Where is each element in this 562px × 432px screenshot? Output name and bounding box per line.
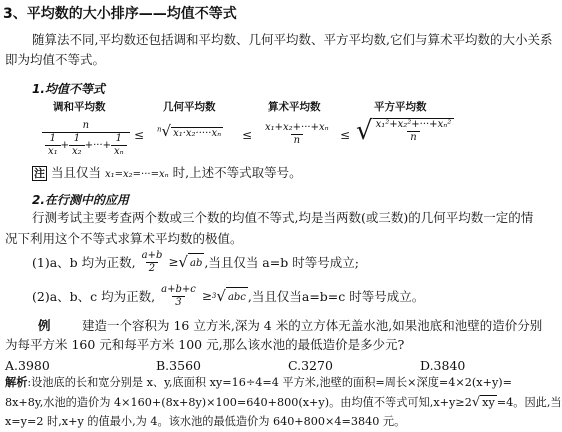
- page-title: 3、平均数的大小排序——均值不等式: [3, 6, 237, 22]
- example-line-2: 为每平方米 160 元和每平方米 100 元,那么该水池的最低造价是多少元?: [5, 337, 405, 352]
- inequality-item-2: (2)a、b、c 均为正数, $\frac{a+b+c}{3}$ ≥ 3 √ abc ,当且仅当a=b=c 时等号成立。: [32, 284, 425, 308]
- note-line: 注 当且仅当 x₁=x₂=···=xₙ 时,上述不等式取等号。: [34, 165, 302, 180]
- inequality-item-1: (1)a、b 均为正数, $\frac{a+b}{2}$ ≥ √ ab ,当且仅当 a=b 时等号成立;: [32, 250, 359, 274]
- leq-sign-2: ≤: [242, 128, 253, 142]
- solution-line-2: 8x+8y,水池的造价为 4×160+(8x+8y)×100=640+800(x+y)。由均值不等式可知,x+y≥2√ xy =4。因此,当: [5, 395, 562, 410]
- section-1-title: 1.均值不等式: [32, 82, 105, 96]
- example-tag: 例: [38, 318, 51, 333]
- label-arithmetic: 算术平均数: [268, 101, 321, 113]
- section-2-line-1: 行测考试主要考查两个数或三个数的均值不等式,均是当两数(或三数)的几何平均数一定的情: [32, 210, 534, 225]
- intro-line-2: 即为均值不等式。: [5, 52, 106, 67]
- option-a: A.3980: [5, 358, 50, 373]
- harmonic-mean-formula: n $\frac{1}{\text{x₁}}$ + $\frac{1}{\text{x₂}}$ +···+ $\frac{1}{\text{xₙ}}$: [42, 120, 130, 158]
- note-tag: 注: [34, 167, 45, 180]
- quadratic-mean-formula: √ $\frac{\text{x₁²+x₂²+···+xₙ²}}{n}$: [356, 116, 454, 146]
- solution-tag: 解析: [5, 376, 28, 389]
- leq-sign-3: ≤: [340, 128, 351, 142]
- label-harmonic: 调和平均数: [53, 101, 106, 113]
- geometric-mean-formula: $^n$√ x₁·x₂·····xₙ: [157, 122, 222, 140]
- option-b: B.3560: [156, 358, 201, 373]
- example-line-1: 建造一个容积为 16 立方米,深为 4 米的立方体无盖水池,如果池底和池壁的造价分别: [82, 318, 543, 333]
- arithmetic-mean-formula: $\frac{\text{x₁+x₂+···+xₙ}}{n}$: [265, 122, 329, 146]
- leq-sign-1: ≤: [134, 128, 145, 142]
- solution-line-3: x=y=2 时,x+y 的值最小,为 4。该水池的最低造价为 640+800×4=3840 元。: [5, 415, 406, 428]
- label-quadratic: 平方平均数: [374, 101, 427, 113]
- section-2-line-2: 况下利用这个不等式求算术平均数的极值。: [5, 231, 243, 246]
- label-geometric: 几何平均数: [163, 101, 216, 113]
- option-d: D.3840: [420, 358, 466, 373]
- option-c: C.3270: [288, 358, 333, 373]
- section-2-title: 2.在行测中的应用: [32, 193, 129, 207]
- solution-line-1: 解析:设池底的长和宽分别是 x、y,底面积 xy=16÷4=4 平方米,池壁的面积=周长×深度=4×2(x+y)=: [5, 376, 513, 389]
- intro-line-1: 随算法不同,平均数还包括调和平均数、几何平均数、平方平均数,它们与算术平均数的大小关系: [32, 32, 553, 47]
